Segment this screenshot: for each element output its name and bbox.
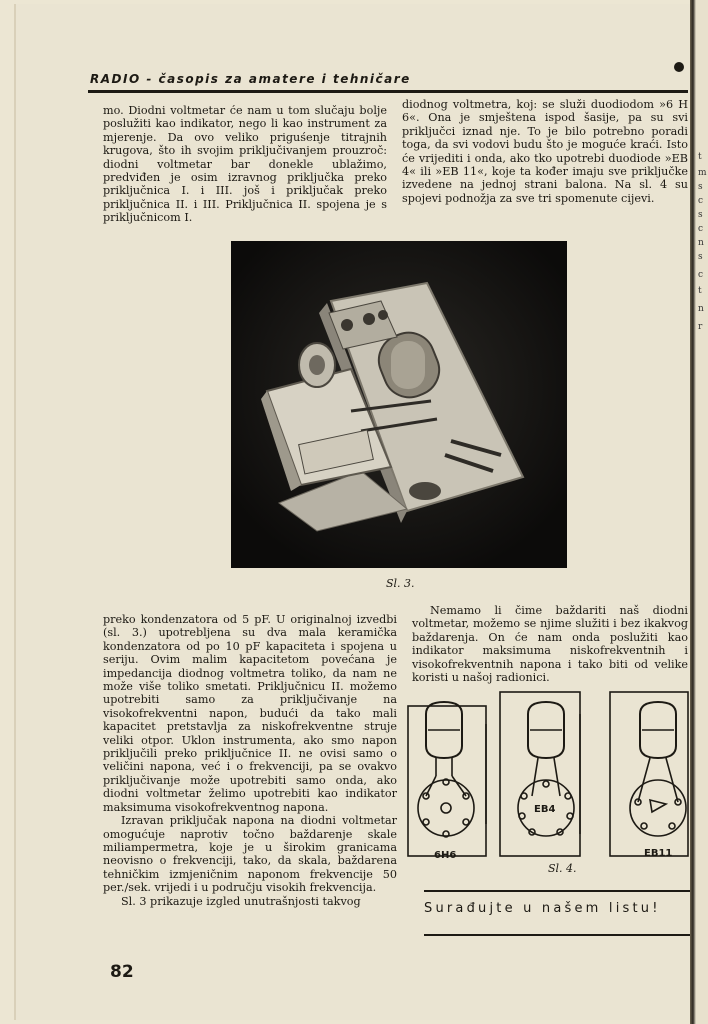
page-header: RADIO - časopis za amatere i tehničare xyxy=(90,72,411,86)
next-page-edge xyxy=(690,0,708,1024)
column-bottom-left xyxy=(103,613,397,908)
figure-4-caption: Sl. 4. xyxy=(548,862,577,875)
margin-letter: n xyxy=(698,238,704,248)
margin-letter: m xyxy=(698,168,707,178)
margin-letter: s xyxy=(698,210,703,220)
paragraph: Izravan priključak napona na diodni voltmetar omogućuje naprotiv točno baždarenje skale miliampermetra, koje je u širokim granicama neovisno o frekvenciji, tako, da skala, baždarena tehničkim izmjeničnim naponom frekvencije 50 per./sek. vrijedi i u području visokih frekvencija. xyxy=(103,814,397,895)
footer-rule-bottom xyxy=(424,934,690,936)
tube-6h6-diagram xyxy=(408,702,486,856)
header-dot xyxy=(674,62,684,72)
footer-rule-top xyxy=(424,890,690,892)
paragraph: Sl. 3 prikazuje izgled unutrašnjosti takvog xyxy=(121,894,361,908)
tube-base-wiring-diagram xyxy=(404,684,690,866)
margin-letter: r xyxy=(698,322,703,332)
paragraph: diodnog voltmetra, koj: se služi duodiodom »6 H 6«. Ona je smještena ispod šasije, pa su svi priključci iznad nje. To je bilo potrebno poradi toga, da svi vodovi budu što je moguće kraći. Isto će vrijediti i onda, ako tko upotrebi duodiode »EB 4« ili »EB 11«, koje ta kođer imaju sve priključke izvedene na jednoj strani balona. Na sl. 4 su spojevi podnožja za sve tri spomenute cijevi. xyxy=(402,98,688,205)
figure-4-diagram xyxy=(404,684,690,866)
column-top-left xyxy=(103,104,387,225)
column-top-right xyxy=(402,98,688,205)
device-photo-illustration xyxy=(231,241,567,568)
column-bottom-right xyxy=(412,604,688,684)
figure-3-photo xyxy=(231,241,567,568)
margin-letter: s xyxy=(698,252,703,262)
margin-letter: c xyxy=(698,224,704,234)
tube-eb4-diagram xyxy=(500,692,580,856)
tube-label-eb4: EB4 xyxy=(534,804,556,815)
margin-letter: s xyxy=(698,182,703,192)
margin-letter: n xyxy=(698,304,704,314)
figure-3-caption: Sl. 3. xyxy=(386,577,415,590)
tube-label-eb11: EB11 xyxy=(644,848,673,859)
page-number: 82 xyxy=(110,962,134,982)
paragraph: preko kondenzatora od 5 pF. U originalnoj izvedbi (sl. 3.) upotrebljena su dva mala keramička kondenzatora od po 10 pF kapaciteta i spojena u seriju. Ovim malim kapacitetom povećana je impedancija diodnog voltmetra toliko, da nam ne može više toliko smetati. Priključnicu II. možemo upotrebiti samo za priključivanje na visokofrekventni napon, budući da tako mali kapacitet pretstavlja za niskofrekventne struje veliki otpor. Uklon instrumenta, ako smo napon priključili preko priključnice II. ne ovisi samo o veličini napona, već i o frekvenciji, pa se ovakvo priključivanje može upotrebiti samo onda, ako diodni voltmetar želimo upotrebiti kao indikator maksimuma visokofrekventnog napona. xyxy=(103,613,397,814)
margin-letter: t xyxy=(698,152,702,162)
paragraph: Nemamo li čime baždariti naš diodni voltmetar, možemo se njime služiti i bez ikakvog baždarenja. On će nam onda poslužiti kao indikator maksimuma niskofrekventnih i visokofrekventnih napona i tako biti od velike koristi u našoj radionici. xyxy=(412,604,688,685)
tube-label-6h6: 6H6 xyxy=(434,850,457,861)
margin-letter: t xyxy=(698,286,702,296)
paragraph: mo. Diodni voltmetar će nam u tom slučaju bolje poslužiti kao indikator, nego li kao instrument za mjerenje. Da ovo veliko priguśenje titrajnih krugova, što ih svojim priključivanjem prouzroč: diodni voltmetar bar donekle ublažimo, predviđen je osim izravnog priključka preko priključnica I. i III. još i priključak preko priključnica II. i III. Priključnica II. spojena je s priključnicom I. xyxy=(103,104,387,225)
margin-letter: c xyxy=(698,270,704,280)
header-rule xyxy=(88,90,688,93)
tube-eb11-diagram xyxy=(610,692,688,856)
margin-letter: c xyxy=(698,196,704,206)
footer-slogan: Surađujte u našem listu! xyxy=(424,901,661,916)
